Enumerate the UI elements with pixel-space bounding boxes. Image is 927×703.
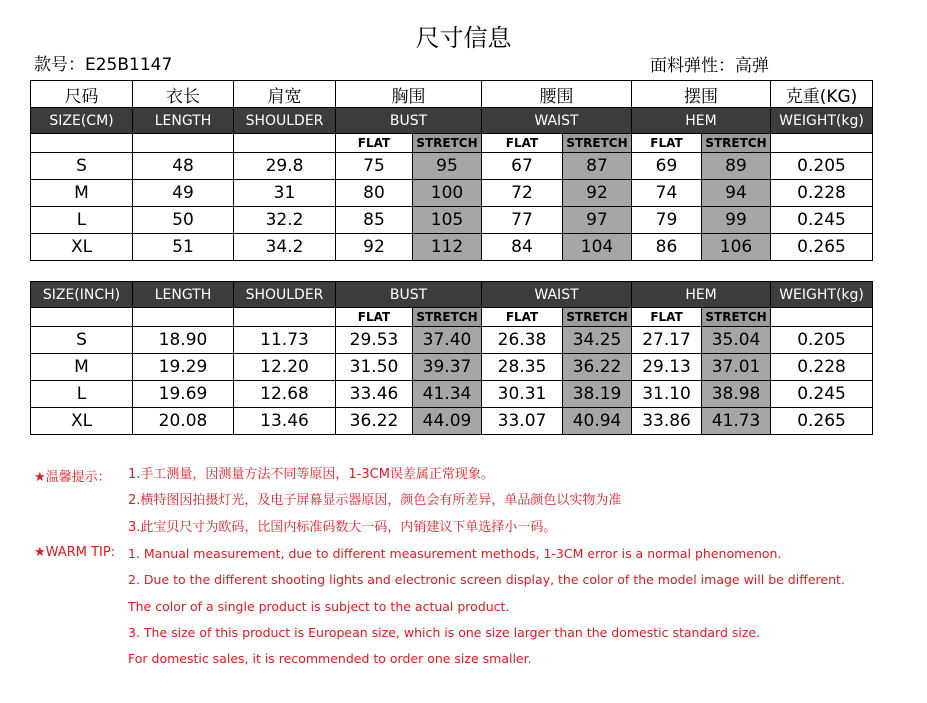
size-cell: S — [31, 327, 133, 354]
table-cell: 31.10 — [632, 381, 702, 408]
stretch-cell: 41.34 — [413, 381, 482, 408]
header-length: LENGTH — [133, 282, 234, 308]
table-cell: 80 — [336, 180, 413, 207]
stretch-cell: 35.04 — [702, 327, 771, 354]
tip-en-label: ★WARM TIP: — [34, 545, 116, 560]
table-cell: 31 — [234, 180, 336, 207]
stretch-cell: 40.94 — [563, 408, 632, 435]
table-row — [31, 234, 873, 261]
subheader-stretch: STRETCH — [413, 134, 482, 153]
table-cell: 79 — [632, 207, 702, 234]
subheader-flat: FLAT — [632, 308, 702, 327]
stretch-cell: 100 — [413, 180, 482, 207]
size-cell: XL — [31, 234, 133, 261]
table-row — [31, 153, 873, 180]
table-cell: 75 — [336, 153, 413, 180]
fabric-elasticity: 面料弹性：高弹 — [650, 56, 769, 76]
table-cell: 92 — [336, 234, 413, 261]
stretch-cell: 95 — [413, 153, 482, 180]
table-cell: 13.46 — [234, 408, 336, 435]
table-cell: 0.205 — [771, 153, 873, 180]
style-number: 款号：E25B1147 — [34, 55, 173, 75]
table-cell: 51 — [133, 234, 234, 261]
table-cell: 26.38 — [482, 327, 563, 354]
header-shoulder: SHOULDER — [234, 282, 336, 308]
table-row — [31, 381, 873, 408]
table-cell: 0.265 — [771, 234, 873, 261]
header-shoulder: SHOULDER — [234, 108, 336, 134]
table-cell: 32.2 — [234, 207, 336, 234]
table-cell: 29.53 — [336, 327, 413, 354]
stretch-cell: 99 — [702, 207, 771, 234]
table-cell: 20.08 — [133, 408, 234, 435]
subheader-flat: FLAT — [336, 134, 413, 153]
tip-en-line: 3. The size of this product is European size, which is one size larger than the domestic standard size. — [128, 625, 761, 640]
stretch-cell: 112 — [413, 234, 482, 261]
table-cell: 67 — [482, 153, 563, 180]
page-title: 尺寸信息 — [415, 24, 512, 52]
table-row — [31, 180, 873, 207]
header-size: SIZE(CM) — [31, 108, 133, 134]
stretch-cell: 44.09 — [413, 408, 482, 435]
stretch-cell: 38.19 — [563, 381, 632, 408]
table-cell: 0.245 — [771, 381, 873, 408]
size-cell: S — [31, 153, 133, 180]
table-cell: 33.46 — [336, 381, 413, 408]
table-cell: 34.2 — [234, 234, 336, 261]
tip-en-line: The color of a single product is subject to the actual product. — [128, 599, 510, 614]
table-cell: 18.90 — [133, 327, 234, 354]
size-cell: XL — [31, 408, 133, 435]
subheader-stretch: STRETCH — [702, 308, 771, 327]
table-cell: 69 — [632, 153, 702, 180]
tip-cn-label: ★温馨提示： — [34, 470, 111, 485]
table-cell: 0.205 — [771, 327, 873, 354]
table-cell: 50 — [133, 207, 234, 234]
size-cell: L — [31, 207, 133, 234]
stretch-cell: 37.01 — [702, 354, 771, 381]
table-cell: 86 — [632, 234, 702, 261]
size-table-inch — [30, 281, 873, 435]
table-cell: 33.86 — [632, 408, 702, 435]
table-cell: 74 — [632, 180, 702, 207]
table-cell: 29.8 — [234, 153, 336, 180]
tip-cn-line: 1.手工测量，因测量方法不同等原因，1-3CM误差属正常现象。 — [128, 467, 494, 482]
header-cn-hem: 摆围 — [632, 81, 771, 108]
table-cell: 0.245 — [771, 207, 873, 234]
header-cn-bust: 胸围 — [336, 81, 482, 108]
stretch-cell: 89 — [702, 153, 771, 180]
size-cell: L — [31, 381, 133, 408]
header-weight: WEIGHT(kg) — [771, 108, 873, 134]
table-row — [31, 354, 873, 381]
table-cell: 0.228 — [771, 180, 873, 207]
table-cell: 19.29 — [133, 354, 234, 381]
tip-en-line: For domestic sales, it is recommended to order one size smaller. — [128, 651, 532, 666]
header-cn-shoulder: 肩宽 — [234, 81, 336, 108]
table-cell: 49 — [133, 180, 234, 207]
stretch-cell: 92 — [563, 180, 632, 207]
header-cn-waist: 腰围 — [482, 81, 632, 108]
tip-cn-line: 2.横特图因拍摄灯光，及电子屏幕显示器原因，颜色会有所差异，单品颜色以实物为准 — [128, 493, 622, 508]
stretch-cell: 41.73 — [702, 408, 771, 435]
header-waist: WAIST — [482, 282, 632, 308]
stretch-cell: 106 — [702, 234, 771, 261]
subheader-stretch: STRETCH — [563, 308, 632, 327]
tip-en-line: 1. Manual measurement, due to different measurement methods, 1-3CM error is a normal phenomenon. — [128, 546, 782, 561]
subheader-stretch: STRETCH — [702, 134, 771, 153]
stretch-cell: 36.22 — [563, 354, 632, 381]
stretch-cell: 37.40 — [413, 327, 482, 354]
header-waist: WAIST — [482, 108, 632, 134]
subheader-row — [31, 308, 873, 327]
subheader-flat: FLAT — [482, 134, 563, 153]
size-cell: M — [31, 354, 133, 381]
header-cn-weight: 克重(KG) — [771, 81, 873, 108]
table-cell: 33.07 — [482, 408, 563, 435]
header-bust: BUST — [336, 282, 482, 308]
table-cell: 85 — [336, 207, 413, 234]
subheader-stretch: STRETCH — [413, 308, 482, 327]
header-cn-size: 尺码 — [31, 81, 133, 108]
header-bust: BUST — [336, 108, 482, 134]
table-cell: 12.20 — [234, 354, 336, 381]
table-row — [31, 327, 873, 354]
table-cell: 77 — [482, 207, 563, 234]
stretch-cell: 104 — [563, 234, 632, 261]
subheader-row — [31, 134, 873, 153]
table-cell: 29.13 — [632, 354, 702, 381]
tip-en-line: 2. Due to the different shooting lights and electronic screen display, the color of the model image will be different. — [128, 572, 845, 587]
table-cell: 19.69 — [133, 381, 234, 408]
stretch-cell: 39.37 — [413, 354, 482, 381]
table-cell: 48 — [133, 153, 234, 180]
header-row — [31, 108, 873, 134]
table-cell: 84 — [482, 234, 563, 261]
size-cell: M — [31, 180, 133, 207]
table-cell: 30.31 — [482, 381, 563, 408]
subheader-flat: FLAT — [632, 134, 702, 153]
table-cell: 0.228 — [771, 354, 873, 381]
table-cell: 36.22 — [336, 408, 413, 435]
table-row — [31, 408, 873, 435]
header-hem: HEM — [632, 108, 771, 134]
table-cell: 72 — [482, 180, 563, 207]
stretch-cell: 97 — [563, 207, 632, 234]
subheader-flat: FLAT — [336, 308, 413, 327]
table-cell: 12.68 — [234, 381, 336, 408]
table-row — [31, 207, 873, 234]
table-cell: 31.50 — [336, 354, 413, 381]
stretch-cell: 38.98 — [702, 381, 771, 408]
stretch-cell: 34.25 — [563, 327, 632, 354]
table-cell: 0.265 — [771, 408, 873, 435]
chinese-header-row — [31, 81, 873, 108]
table-cell: 27.17 — [632, 327, 702, 354]
subheader-stretch: STRETCH — [563, 134, 632, 153]
header-size: SIZE(INCH) — [31, 282, 133, 308]
stretch-cell: 94 — [702, 180, 771, 207]
header-length: LENGTH — [133, 108, 234, 134]
size-table-cm — [30, 80, 873, 261]
subheader-flat: FLAT — [482, 308, 563, 327]
table-cell: 28.35 — [482, 354, 563, 381]
table-cell: 11.73 — [234, 327, 336, 354]
header-weight: WEIGHT(kg) — [771, 282, 873, 308]
header-row — [31, 282, 873, 308]
stretch-cell: 87 — [563, 153, 632, 180]
stretch-cell: 105 — [413, 207, 482, 234]
tip-cn-line: 3.此宝贝尺寸为欧码，比国内标准码数大一码，内销建议下单选择小一码。 — [128, 520, 557, 535]
header-cn-length: 衣长 — [133, 81, 234, 108]
header-hem: HEM — [632, 282, 771, 308]
